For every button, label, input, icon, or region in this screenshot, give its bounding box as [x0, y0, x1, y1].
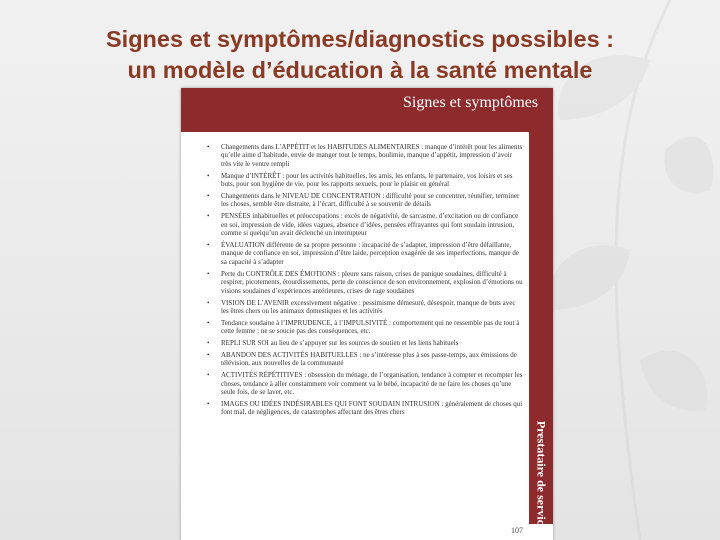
- list-item: [205, 172, 523, 189]
- document-header-title: Signes et symptômes: [403, 94, 539, 111]
- document-page-image: [181, 88, 553, 540]
- slide-title: [0, 24, 720, 86]
- bullet-icon: •: [207, 269, 210, 278]
- bullet-icon: •: [207, 143, 210, 151]
- list-item: [205, 270, 523, 295]
- list-item-text: Changements dans L’APPÉTIT et les HABITUDES ALIMENTAIRES : manque d’intérêt pour les aliments qu’elle aime d’habitude, envie de manger tout le temps, boulimie, manque d’appétit, impression d’avoir très vite le ventre rempli: [221, 143, 523, 168]
- bullet-icon: •: [207, 171, 210, 180]
- list-item: [205, 339, 523, 347]
- list-item: [205, 143, 523, 168]
- bullet-icon: •: [207, 298, 210, 307]
- list-item-text: Tendance soudaine à l’IMPRUDENCE, à l’IMPULSIVITÉ : comportement qui ne ressemble pas du tout à cette femme ; ne se soucie pas des conséquences, etc.: [221, 318, 520, 336]
- list-item: [205, 351, 523, 368]
- bullet-icon: •: [207, 192, 210, 201]
- bullet-icon: •: [207, 339, 210, 348]
- list-item-text: Perte du CONTRÔLE DES ÉMOTIONS : pleure sans raison, crises de panique soudaines, difficulté à respirer, picotements, étourdissements, perte de conscience de son environnement, explosion d’émotions ou visions soudaines d’expériences antérieures, crises de rage soudaines: [221, 269, 523, 295]
- list-item-text: Manque d’INTÉRÊT : pour les activités habituelles, les amis, les enfants, le partenaire, vos loisirs et ses buts, pour son hygiène de vie, pour les rapports sexuels, pour le plaisir en général: [221, 171, 513, 189]
- list-item: [205, 212, 523, 237]
- slide-title-line-2: un modèle d’éducation à la santé mentale: [127, 57, 593, 83]
- list-item: [205, 319, 523, 336]
- bullet-icon: •: [207, 212, 210, 221]
- list-item-text: Changements dans le NIVEAU DE CONCENTRATION : difficulté pour se concentrer, réunifier, terminer les choses, semble être distraite, à l’écart, difficulté à se souvenir de détails: [221, 192, 520, 209]
- list-item-text: PENSÉES inhabituelles et préoccupations : excès de négativité, de sarcasme, d’excitation ou de confiance en soi, impression de vide, idées vagues, absence d’idées, pensées effrayantes qui font soudain intrusion, comme si quelqu’un avait déclenché un interrupteur: [221, 212, 519, 238]
- slide-title-line-1: Signes et symptômes/diagnostics possibles :: [105, 26, 614, 52]
- page-number: 107: [511, 526, 523, 535]
- side-band-label: Prestataire de services: [534, 420, 549, 536]
- list-item: [205, 400, 523, 417]
- list-item: [205, 371, 523, 396]
- list-item: [205, 192, 523, 209]
- bullet-icon: •: [207, 351, 210, 360]
- symptom-list: [205, 143, 523, 420]
- list-item: [205, 299, 523, 316]
- list-item: [205, 241, 523, 266]
- list-item-text: REPLI SUR SOI au lieu de s’appuyer sur les sources de soutien et les liens habituels: [221, 339, 459, 348]
- bullet-icon: •: [207, 371, 210, 380]
- bullet-icon: •: [207, 318, 210, 327]
- list-item-text: ÉVALUATION différente de sa propre personne : incapacité de s’adapter, impression d’être défaillante, manque de confiance en soi, impression d’être laide, perception exagérée de ses imperfections, manque de sa capacité à s’adapter: [221, 241, 519, 266]
- list-item-text: IMAGES OU IDÉES INDÉSIRABLES QUI FONT SOUDAIN INTRUSION : généralement de choses qui font mal, de négligences, de catastrophes affectant des êtres chers: [221, 400, 523, 417]
- bullet-icon: •: [207, 241, 210, 250]
- list-item-text: ACTIVITÉS RÉPÉTITIVES : obsession du ménage, de l’organisation, tendance à compter et recompter les choses, tendance à aller constamment voir comment va le bébé, incapacité de ne faire les choses qu’une seule fois, de se laver, etc.: [221, 371, 523, 397]
- document-header-band: [181, 88, 553, 132]
- bullet-icon: •: [207, 400, 210, 409]
- list-item-text: ABANDON DES ACTIVITÉS HABITUELLES : ne s’intéresse plus à ses passe-temps, aux émissions de télévision, aux nouvelles de la communauté: [221, 351, 517, 368]
- list-item-text: VISION DE L’AVENIR excessivement négative : pessimisme démesuré, désespoir, manque de buts avec les êtres chers ou les animaux domestiques et les activités: [221, 298, 516, 315]
